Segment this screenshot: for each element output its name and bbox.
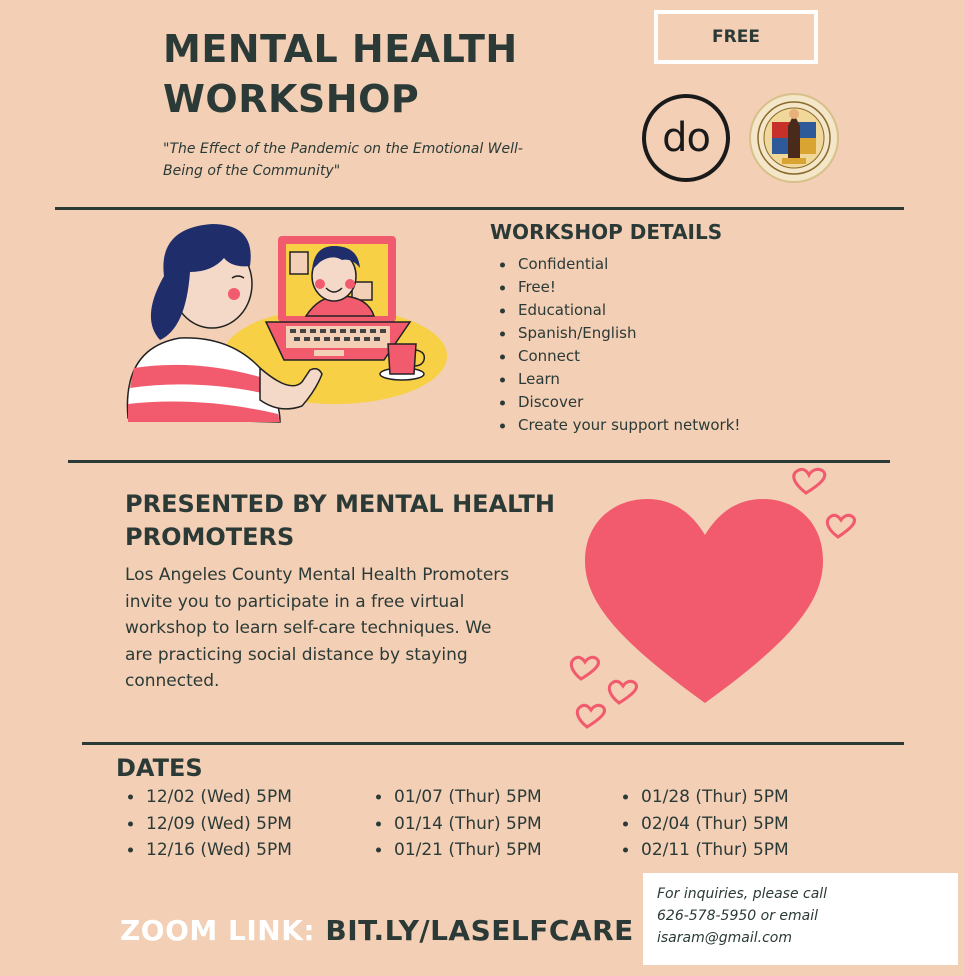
- zoom-label: ZOOM LINK:: [120, 914, 316, 947]
- date-item: 02/04 (Thur) 5PM: [613, 811, 789, 838]
- details-item: Spanish/English: [490, 322, 740, 345]
- county-seal-icon: [748, 92, 840, 184]
- presenters-body-line: invite you to participate in a free virtual: [125, 591, 465, 612]
- inquiries-phone: 626-578-5950 or email: [657, 908, 819, 924]
- presenters-body-line: are practicing social distance by staying: [125, 644, 468, 665]
- details-item: Learn: [490, 368, 740, 391]
- presenters-body-line: connected.: [125, 671, 220, 691]
- title-line-1: MENTAL HEALTH: [163, 27, 518, 71]
- zoom-link: [120, 914, 634, 947]
- date-item: 01/14 (Thur) 5PM: [366, 811, 542, 838]
- presenters-heading-line-1: PRESENTED BY MENTAL HEALTH: [125, 490, 555, 518]
- presenters-heading: [125, 488, 565, 554]
- details-item: Create your support network!: [490, 414, 740, 437]
- details-item: Educational: [490, 299, 740, 322]
- heart-icon: [565, 465, 865, 737]
- subtitle-line-1: "The Effect of the Pandemic on the Emotional Well-: [163, 141, 523, 157]
- do-logo-icon: [642, 94, 730, 182]
- zoom-url-link[interactable]: BIT.LY/LASELFCARE: [325, 914, 634, 947]
- presenters-body-line: Los Angeles County Mental Health Promoters: [125, 565, 510, 585]
- free-badge: FREE: [654, 10, 818, 64]
- subtitle-line-2: Being of the Community": [163, 163, 341, 179]
- page-title: [163, 24, 583, 124]
- details-item: Discover: [490, 391, 740, 414]
- details-heading: WORKSHOP DETAILS: [490, 220, 723, 244]
- date-item: 01/21 (Thur) 5PM: [366, 837, 542, 864]
- presenters-heading-line-2: PROMOTERS: [125, 523, 295, 551]
- dates-column-2: [366, 784, 542, 864]
- subtitle: [163, 138, 563, 182]
- date-item: 01/28 (Thur) 5PM: [613, 784, 789, 811]
- dates-column-3: [613, 784, 789, 864]
- inquiries-email: isaram@gmail.com: [657, 930, 792, 946]
- details-list: [490, 253, 740, 437]
- video-call-illustration-icon: [120, 218, 460, 438]
- inquiries-box: [643, 873, 958, 965]
- divider-1: [55, 207, 904, 210]
- details-item: Connect: [490, 345, 740, 368]
- date-item: 12/16 (Wed) 5PM: [118, 837, 292, 864]
- date-item: 01/07 (Thur) 5PM: [366, 784, 542, 811]
- presenters-body-line: workshop to learn self-care techniques. We: [125, 618, 492, 638]
- title-line-2: WORKSHOP: [163, 77, 420, 121]
- dates-column-1: [118, 784, 292, 864]
- inquiries-line-1: For inquiries, please call: [657, 886, 828, 902]
- do-logo-text: do: [662, 115, 710, 161]
- date-item: 12/09 (Wed) 5PM: [118, 811, 292, 838]
- details-item: Free!: [490, 276, 740, 299]
- date-item: 02/11 (Thur) 5PM: [613, 837, 789, 864]
- divider-2: [68, 460, 890, 463]
- date-item: 12/02 (Wed) 5PM: [118, 784, 292, 811]
- divider-3: [82, 742, 904, 745]
- details-item: Confidential: [490, 253, 740, 276]
- presenters-body: [125, 562, 545, 695]
- dates-heading: DATES: [116, 754, 203, 782]
